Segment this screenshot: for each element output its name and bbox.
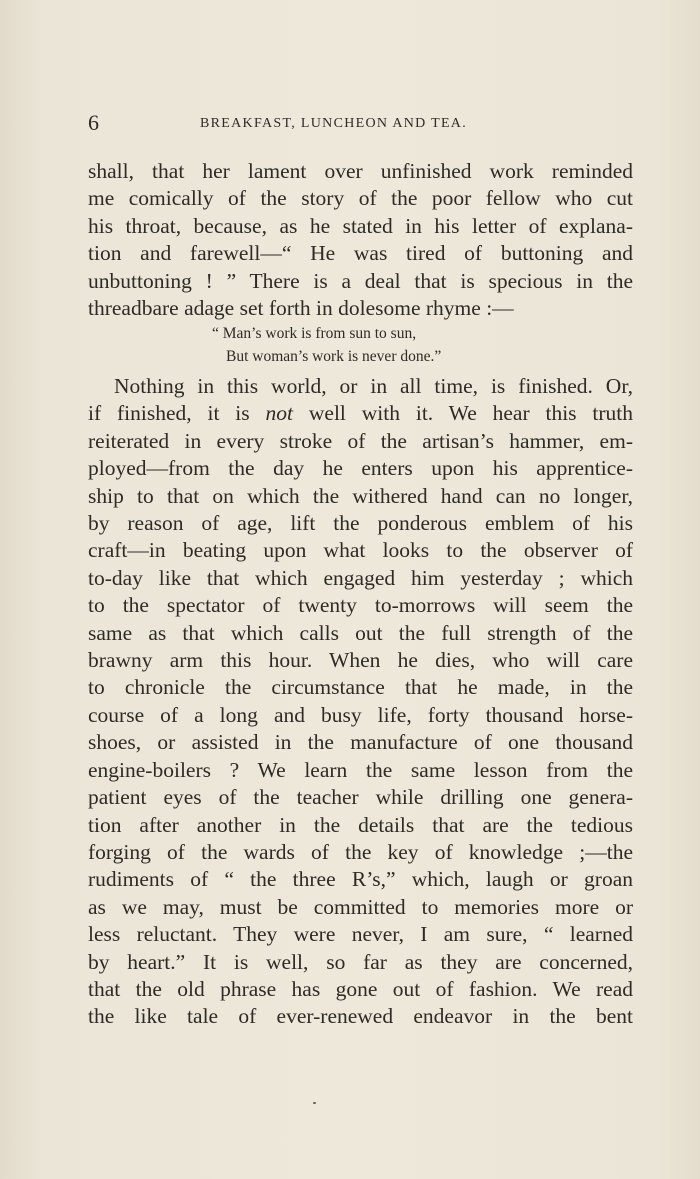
text-line: reiterated in every stroke of the artisan’s hammer, em-: [88, 428, 633, 453]
text-line: unbuttoning ! ” There is a deal that is specious in the: [88, 268, 633, 293]
emphasis-word: not: [265, 401, 294, 426]
text-line: ship to that on which the withered hand can no longer,: [88, 483, 633, 508]
text-line: patient eyes of the teacher while drilling one genera-: [88, 785, 633, 810]
text-line: ployed—from the day he enters upon his apprentice-: [88, 456, 633, 481]
text-line: forging of the wards of the key of knowledge ;—the: [88, 839, 633, 864]
text-line: that the old phrase has gone out of fashion. We read: [88, 976, 633, 1001]
text-line: course of a long and busy life, forty thousand horse-: [88, 702, 633, 727]
text-line: to chronicle the circumstance that he made, in the: [88, 675, 633, 700]
text-line: the like tale of ever-renewed endeavor in the bent: [88, 1004, 633, 1029]
text-line: less reluctant. They were never, I am sure, “ learned: [88, 922, 633, 947]
page-header: [88, 110, 620, 140]
text-line: shall, that her lament over unfinished work reminded: [88, 159, 633, 183]
text-line-with-emphasis: [88, 400, 633, 427]
ink-speck: [313, 1102, 316, 1104]
paragraph-2: [88, 373, 633, 1031]
text-line: his throat, because, as he stated in his letter of explana-: [88, 213, 633, 238]
text-fragment: if finished, it is: [88, 401, 266, 426]
text-line: engine-boilers ? We learn the same lesson from the: [88, 757, 633, 782]
verse-line: But woman’s work is never done.”: [226, 348, 442, 365]
text-line: as we may, must be committed to memories more or: [88, 894, 633, 919]
text-line: shoes, or assisted in the manufacture of one thousand: [88, 730, 633, 755]
text-line: same as that which calls out the full strength of the: [88, 620, 633, 645]
text-line: by heart.” It is well, so far as they are concerned,: [88, 949, 633, 974]
text-line: tion and farewell—“ He was tired of buttoning and: [88, 241, 633, 266]
text-line: to-day like that which engaged him yesterday ; which: [88, 565, 633, 590]
text-line: threadbare adage set forth in dolesome rhyme :—: [88, 296, 514, 321]
page-number: 6: [88, 110, 99, 135]
text-line: rudiments of “ the three R’s,” which, laugh or groan: [88, 867, 633, 892]
running-head: BREAKFAST, LUNCHEON AND TEA.: [200, 116, 468, 131]
text-line: brawny arm this hour. When he dies, who will care: [88, 648, 633, 673]
text-fragment: well with it. We hear this truth: [293, 401, 634, 426]
text-line: Nothing in this world, or in all time, is finished. Or,: [114, 374, 633, 398]
text-line: me comically of the story of the poor fellow who cut: [88, 186, 633, 211]
paragraph-1: [88, 158, 633, 322]
text-line: craft—in beating upon what looks to the observer of: [88, 538, 633, 563]
text-line: to the spectator of twenty to-morrows will seem the: [88, 593, 633, 618]
text-line: by reason of age, lift the ponderous emblem of his: [88, 511, 633, 536]
verse-line: “ Man’s work is from sun to sun,: [212, 325, 417, 342]
text-line: tion after another in the details that are the tedious: [88, 812, 633, 837]
verse-quotation: [212, 322, 441, 368]
